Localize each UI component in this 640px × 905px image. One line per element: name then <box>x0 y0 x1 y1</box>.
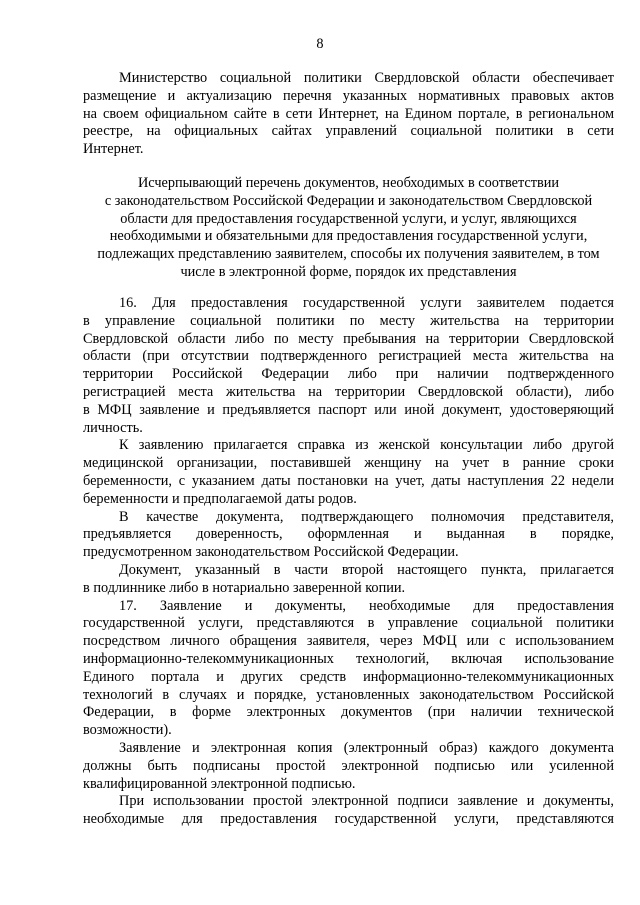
text-line: беременности и предполагаемой даты родов. <box>83 490 357 507</box>
text-line: Свердловской области либо по месту пребывания на территории Свердловской <box>83 330 614 347</box>
text-line: Единого портала и других средств информационно-телекоммуникационных <box>83 668 614 685</box>
text-line: При использовании простой электронной подписи заявление и документы, <box>119 793 614 810</box>
text-line: технологий в случаях и порядке, установленных законодательством Российской <box>83 686 614 703</box>
text-line: размещение и актуализацию перечня указанных нормативных правовых актов <box>83 87 614 104</box>
text-line: посредством личного обращения заявителя, через МФЦ или с использованием <box>83 633 614 650</box>
text-line: с законодательством Российской Федерации и законодательством Свердловской <box>104 192 593 209</box>
text-line: регистрацией места жительства на территории Свердловской области), либо <box>83 384 614 400</box>
text-line: Министерство социальной политики Свердловской области обеспечивает <box>119 70 614 86</box>
text-line: 16. Для предоставления государственной услуги заявителем подается <box>119 295 614 311</box>
text-line: числе в электронной форме, порядок их представления <box>180 264 517 280</box>
text-line: области для предоставления государственной услуги, и услуг, являющихся <box>120 210 577 227</box>
text-line: в МФЦ заявление и предъявляется паспорт или иной документ, удостоверяющий <box>83 401 614 418</box>
text-line: личность. <box>83 419 143 436</box>
text-line: государственной услуги, представляются в управление социальной политики <box>83 615 614 632</box>
text-line: беременности, с указанием даты постановки на учет, даты наступления 22 недели <box>83 473 614 489</box>
text-line: информационно-телекоммуникационных технологий, включая использование <box>83 651 614 667</box>
text-line: 17. Заявление и документы, необходимые для предоставления <box>119 597 614 614</box>
text-line: Федерации, в форме электронных документов (при наличии технической <box>83 704 614 721</box>
text-line: Исчерпывающий перечень документов, необходимых в соответствии <box>137 175 560 191</box>
text-line: предъявляется доверенность, оформленная и выданная в порядке, <box>83 526 614 543</box>
text-line: должны быть подписаны простой электронной подписью или усиленной <box>83 757 614 774</box>
text-line: реестре, на официальных сайтах управлений социальной политики в сети <box>83 123 614 140</box>
text-line: Заявление и электронная копия (электронный образ) каждого документа <box>119 740 614 756</box>
text-line: области (при отсутствии подтвержденного регистрацией места жительства на <box>83 348 614 365</box>
text-line: территории Российской Федерации либо при наличии подтвержденного <box>83 366 614 383</box>
text-line: возможности). <box>83 722 172 739</box>
text-line: медицинской организации, поставившей женщину на учет в ранние сроки <box>83 455 614 472</box>
text-line: квалифицированной электронной подписью. <box>83 775 356 792</box>
text-line: подлежащих представлению заявителем, способы их получения заявителем, в том <box>97 246 600 263</box>
text-line: в управление социальной политики по месту жительства на территории <box>83 312 614 329</box>
text-line: необходимые для предоставления государственной услуги, представляются <box>83 811 614 828</box>
text-line: в подлиннике либо в нотариально заверенной копии. <box>83 579 406 596</box>
text-line: предусмотренном законодательством Российской Федерации. <box>83 544 459 561</box>
page-number: 8 <box>316 36 324 52</box>
text-line: Интернет. <box>83 141 144 158</box>
text-line: Документ, указанный в части второй настоящего пункта, прилагается <box>119 562 614 578</box>
text-line: К заявлению прилагается справка из женской консультации либо другой <box>119 437 614 454</box>
text-line: В качестве документа, подтверждающего полномочия представителя, <box>119 508 614 525</box>
text-line: на своем официальном сайте в сети Интернет, на Едином портале, в региональном <box>83 105 614 122</box>
text-line: необходимыми и обязательными для предоставления государственной услуги, <box>109 228 588 245</box>
